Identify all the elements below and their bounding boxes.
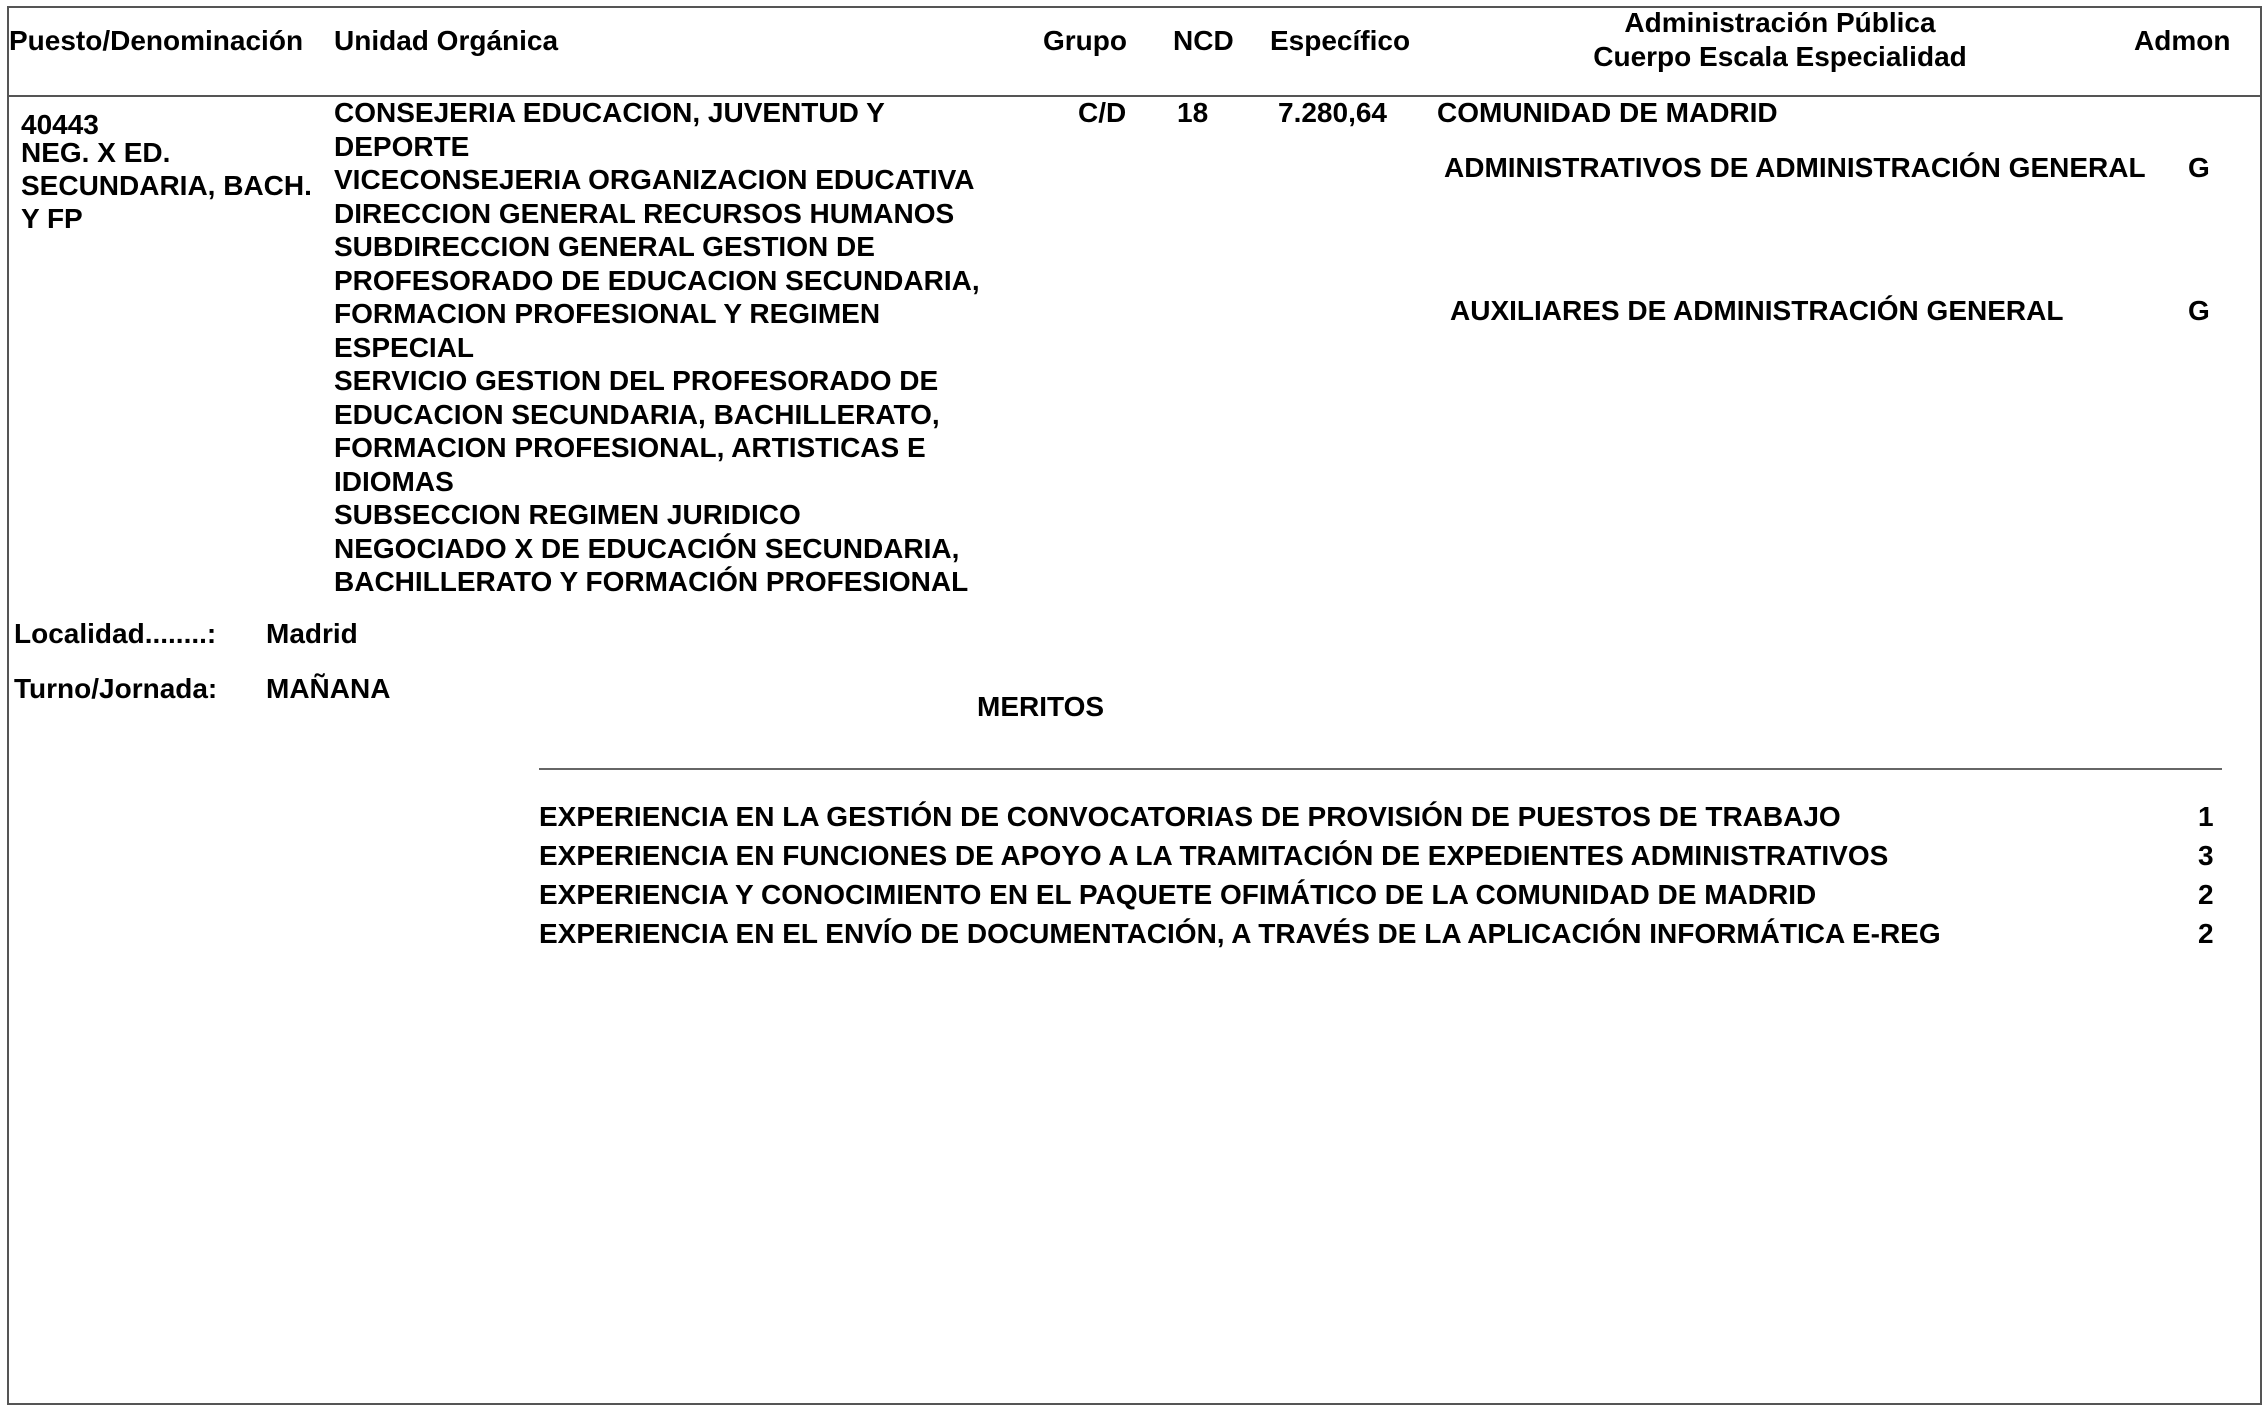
unidad-line: CONSEJERIA EDUCACION, JUVENTUD Y	[334, 97, 885, 128]
unidad-line: ESPECIAL	[334, 331, 475, 363]
cuerpo-nombre-1: ADMINISTRATIVOS DE ADMINISTRACIÓN GENERAL	[1444, 152, 2146, 183]
localidad-label: Localidad........:	[14, 618, 217, 649]
unidad-line: SUBDIRECCION GENERAL GESTION DE	[334, 231, 875, 262]
merito-points: 2	[2198, 918, 2214, 949]
unidad-line: DIRECCION GENERAL RECURSOS HUMANOS	[334, 197, 955, 229]
merito-text: EXPERIENCIA EN EL ENVÍO DE DOCUMENTACIÓN, A TRAVÉS DE LA APLICACIÓN INFORMÁTICA E-REG	[539, 918, 1941, 949]
unidad-line: FORMACION PROFESIONAL, ARTISTICAS E	[334, 432, 926, 463]
merito-text: EXPERIENCIA EN LA GESTIÓN DE CONVOCATORIAS DE PROVISIÓN DE PUESTOS DE TRABAJO	[539, 801, 1841, 832]
puesto-denominacion	[21, 136, 312, 235]
cuerpo-admon-1: G	[2188, 152, 2210, 183]
unidad-line: FORMACION PROFESIONAL Y REGIMEN	[334, 298, 881, 329]
merito-points: 2	[2198, 879, 2214, 910]
unidad-line: BACHILLERATO Y FORMACIÓN PROFESIONAL	[334, 566, 969, 597]
unidad-line: EDUCACION SECUNDARIA, BACHILLERATO,	[334, 398, 940, 430]
cuerpo-admon-2: G	[2188, 295, 2210, 326]
unidad-line: NEGOCIADO X DE EDUCACIÓN SECUNDARIA,	[334, 532, 960, 564]
ncd-value: 18	[1177, 97, 1209, 128]
unidad-organica	[334, 96, 980, 599]
meritos-divider	[539, 768, 2222, 770]
header-especifico: Específico	[1270, 25, 1411, 56]
merito-points: 3	[2198, 840, 2214, 871]
merito-text: EXPERIENCIA Y CONOCIMIENTO EN EL PAQUETE OFIMÁTICO DE LA COMUNIDAD DE MADRID	[539, 879, 1817, 910]
header-puesto: Puesto/Denominación	[9, 25, 304, 56]
localidad-value: Madrid	[266, 618, 358, 649]
merito-text: EXPERIENCIA EN FUNCIONES DE APOYO A LA TRAMITACIÓN DE EXPEDIENTES ADMINISTRATIVOS	[539, 840, 1889, 871]
header-grupo: Grupo	[1043, 25, 1127, 56]
grupo-value: C/D	[1078, 97, 1127, 128]
especifico-value: 7.280,64	[1278, 97, 1387, 128]
turno-value: MAÑANA	[266, 673, 391, 704]
denominacion-line: NEG. X ED.	[21, 137, 171, 168]
unidad-line: SUBSECCION REGIMEN JURIDICO	[334, 499, 801, 530]
unidad-line: PROFESORADO DE EDUCACION SECUNDARIA,	[334, 264, 980, 296]
header-ncd: NCD	[1173, 25, 1234, 56]
cuerpo-nombre-2: AUXILIARES DE ADMINISTRACIÓN GENERAL	[1450, 295, 2064, 326]
unidad-line: DEPORTE	[334, 130, 470, 162]
header-cuerpo-escala: Cuerpo Escala Especialidad	[1593, 41, 1967, 72]
header-admin-publica: Administración Pública	[1624, 7, 1936, 38]
unidad-line: VICECONSEJERIA ORGANIZACION EDUCATIVA	[334, 164, 975, 195]
header-unidad: Unidad Orgánica	[334, 25, 559, 56]
denominacion-line: Y FP	[21, 203, 83, 234]
administracion-value: COMUNIDAD DE MADRID	[1437, 97, 1778, 128]
meritos-title: MERITOS	[977, 691, 1105, 722]
unidad-line: SERVICIO GESTION DEL PROFESORADO DE	[334, 365, 939, 396]
turno-label: Turno/Jornada:	[14, 673, 218, 704]
unidad-line: IDIOMAS	[334, 465, 454, 497]
header-admon: Admon	[2134, 25, 2231, 56]
denominacion-line: SECUNDARIA, BACH.	[21, 170, 312, 201]
puesto-codigo: 40443	[21, 109, 99, 140]
merito-points: 1	[2198, 801, 2214, 832]
